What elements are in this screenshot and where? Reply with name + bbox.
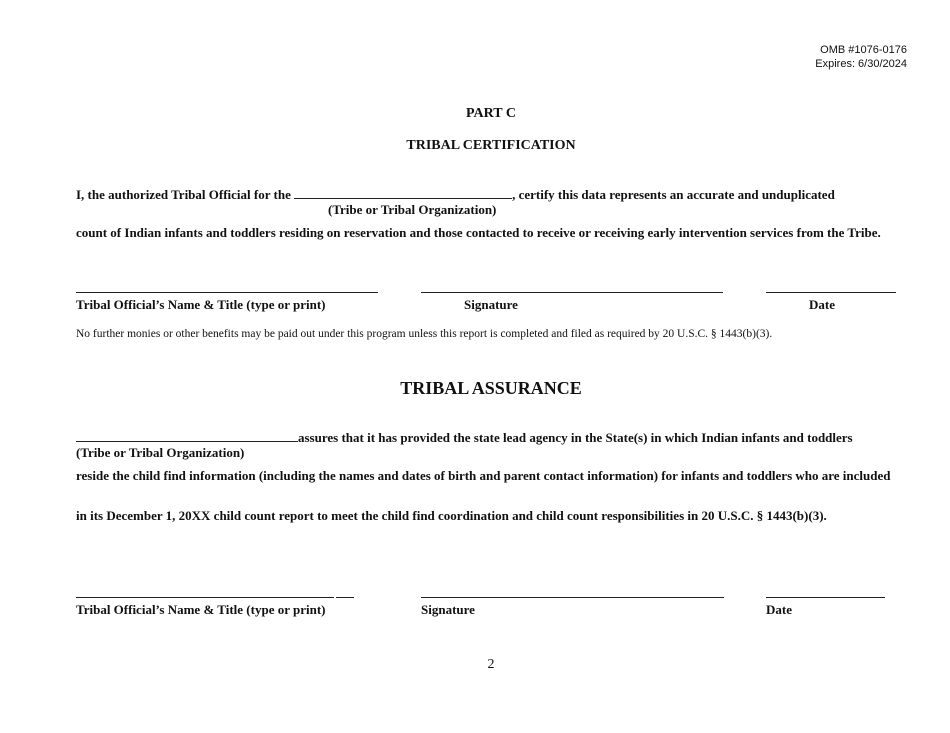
- part-label: PART C: [466, 106, 516, 121]
- certification-line-1-end: , certify this data represents an accurate and unduplicated: [512, 187, 835, 202]
- assurance-line-1-end: assures that it has provided the state lead agency in the State(s) in which Indian infants and toddlers: [298, 430, 853, 445]
- cert-name-line[interactable]: [76, 292, 378, 293]
- assurance-signature-label: Signature: [421, 602, 475, 617]
- assurance-line-2: reside the child find information (including the names and dates of birth and parent contact information) for infants and toddlers who are included: [76, 468, 891, 483]
- assurance-date-line[interactable]: [766, 597, 885, 598]
- tribal-certification-title: TRIBAL CERTIFICATION: [406, 138, 576, 153]
- tribal-assurance-title: TRIBAL ASSURANCE: [400, 378, 582, 398]
- assurance-blank-caption: (Tribe or Tribal Organization): [76, 445, 245, 460]
- cert-signature-line[interactable]: [421, 292, 723, 293]
- certification-line-1: [76, 186, 835, 203]
- assurance-name-line-extension: [336, 597, 354, 598]
- omb-expiration: Expires: 6/30/2024: [815, 58, 907, 70]
- omb-number: OMB #1076-0176: [820, 44, 907, 56]
- omb-block: [815, 43, 907, 71]
- cert-name-label: Tribal Official’s Name & Title (type or print): [76, 297, 326, 312]
- certification-line-1-start: I, the authorized Tribal Official for the: [76, 187, 295, 202]
- payment-notice: No further monies or other benefits may be paid out under this program unless this report is completed and filed as required by 20 U.S.C. § 1443(b)(3).: [76, 328, 773, 340]
- assurance-line-3: in its December 1, 20XX child count report to meet the child find coordination and child count responsibilities in 20 U.S.C. § 1443(b)(3).: [76, 508, 827, 523]
- tribe-name-blank[interactable]: [294, 186, 512, 199]
- cert-date-label: Date: [809, 297, 835, 312]
- assurance-signature-line[interactable]: [421, 597, 724, 598]
- assurance-date-label: Date: [766, 602, 792, 617]
- assurance-tribe-blank[interactable]: [76, 429, 298, 442]
- page-number: 2: [487, 657, 495, 672]
- assurance-name-label: Tribal Official’s Name & Title (type or print): [76, 602, 326, 617]
- cert-signature-label: Signature: [464, 297, 518, 312]
- tribe-blank-caption: (Tribe or Tribal Organization): [328, 202, 497, 217]
- assurance-line-1: [76, 429, 853, 446]
- certification-line-2: count of Indian infants and toddlers residing on reservation and those contacted to receive or receiving early intervention services from the Tribe.: [76, 225, 881, 240]
- cert-date-line[interactable]: [766, 292, 896, 293]
- assurance-name-line[interactable]: [76, 597, 334, 598]
